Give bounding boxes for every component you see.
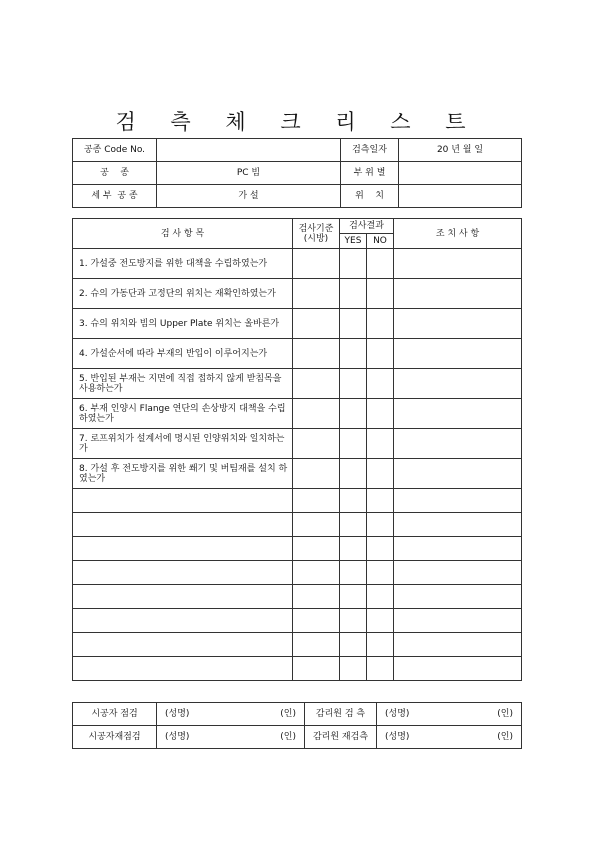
- checklist-row: [73, 339, 522, 369]
- action-cell[interactable]: [394, 339, 522, 369]
- no-cell[interactable]: [367, 429, 394, 459]
- checklist-row: [73, 369, 522, 399]
- location-label: 위 치: [341, 185, 399, 208]
- header-result: 검사결과: [340, 219, 394, 234]
- yes-cell[interactable]: [340, 279, 367, 309]
- checklist-rows: [73, 249, 522, 681]
- yes-cell[interactable]: [340, 459, 367, 489]
- standard-cell[interactable]: [293, 309, 340, 339]
- yes-cell[interactable]: [340, 633, 367, 657]
- empty-row: [73, 633, 522, 657]
- yes-cell[interactable]: [340, 609, 367, 633]
- code-label: 공종 Code No.: [73, 139, 157, 162]
- item-cell[interactable]: [73, 585, 293, 609]
- yes-cell[interactable]: [340, 429, 367, 459]
- action-cell[interactable]: [394, 489, 522, 513]
- header-item: 검 사 항 목: [73, 219, 293, 249]
- action-cell[interactable]: [394, 561, 522, 585]
- standard-cell[interactable]: [293, 585, 340, 609]
- no-cell[interactable]: [367, 561, 394, 585]
- supervisor-recheck-sign-field[interactable]: [377, 726, 522, 749]
- contractor-sign-field[interactable]: [157, 703, 305, 726]
- yes-cell[interactable]: [340, 585, 367, 609]
- item-cell[interactable]: [73, 633, 293, 657]
- checklist-table: [72, 218, 522, 681]
- standard-cell[interactable]: [293, 561, 340, 585]
- action-cell[interactable]: [394, 609, 522, 633]
- checklist-item-text: 4. 가설순서에 따라 부재의 반입이 이루어지는가: [73, 339, 293, 369]
- seal-hint: (인): [497, 732, 513, 742]
- standard-cell[interactable]: [293, 429, 340, 459]
- header-yes: YES: [340, 234, 367, 249]
- contractor-recheck-sign-field[interactable]: [157, 726, 305, 749]
- sign-hint: (성명): [385, 732, 410, 742]
- item-cell[interactable]: [73, 609, 293, 633]
- part-value[interactable]: [399, 162, 522, 185]
- checklist-item-text: 7. 로프위치가 설계서에 명시된 인양위치와 일치하는가: [73, 429, 293, 459]
- standard-cell[interactable]: [293, 279, 340, 309]
- yes-cell[interactable]: [340, 537, 367, 561]
- checklist-item-text: 6. 부재 인양시 Flange 연단의 손상방지 대책을 수립하였는가: [73, 399, 293, 429]
- no-cell[interactable]: [367, 657, 394, 681]
- no-cell[interactable]: [367, 459, 394, 489]
- no-cell[interactable]: [367, 489, 394, 513]
- sign-hint: (성명): [165, 732, 190, 742]
- document-title: 검 측 체 크 리 스 트: [115, 110, 480, 134]
- supervisor-check-label: 감리원 검 측: [305, 703, 377, 726]
- header-no: NO: [367, 234, 394, 249]
- yes-cell[interactable]: [340, 489, 367, 513]
- supervisor-recheck-label: 감리원 재검측: [305, 726, 377, 749]
- checklist-item-text: 1. 가설중 전도방지를 위한 대책을 수립하였는가: [73, 249, 293, 279]
- action-cell[interactable]: [394, 459, 522, 489]
- empty-row: [73, 537, 522, 561]
- detail-value[interactable]: 가 설: [157, 185, 341, 208]
- checklist-item-text: 5. 반입된 부재는 지면에 직접 접하지 않게 받침목을 사용하는가: [73, 369, 293, 399]
- yes-cell[interactable]: [340, 561, 367, 585]
- yes-cell[interactable]: [340, 513, 367, 537]
- yes-cell[interactable]: [340, 657, 367, 681]
- yes-cell[interactable]: [340, 369, 367, 399]
- action-cell[interactable]: [394, 633, 522, 657]
- no-cell[interactable]: [367, 369, 394, 399]
- item-cell[interactable]: [73, 513, 293, 537]
- yes-cell[interactable]: [340, 339, 367, 369]
- no-cell[interactable]: [367, 585, 394, 609]
- seal-hint: (인): [280, 709, 296, 719]
- sign-hint: (성명): [385, 709, 410, 719]
- sign-hint: (성명): [165, 709, 190, 719]
- yes-cell[interactable]: [340, 399, 367, 429]
- no-cell[interactable]: [367, 633, 394, 657]
- standard-cell[interactable]: [293, 369, 340, 399]
- item-cell[interactable]: [73, 657, 293, 681]
- checklist-item-text: 3. 슈의 위치와 빔의 Upper Plate 위치는 올바른가: [73, 309, 293, 339]
- standard-cell[interactable]: [293, 249, 340, 279]
- seal-hint: (인): [280, 732, 296, 742]
- empty-row: [73, 489, 522, 513]
- action-cell[interactable]: [394, 279, 522, 309]
- standard-cell[interactable]: [293, 657, 340, 681]
- checklist-row: [73, 459, 522, 489]
- standard-cell[interactable]: [293, 489, 340, 513]
- action-cell[interactable]: [394, 585, 522, 609]
- checklist-row: [73, 249, 522, 279]
- standard-cell[interactable]: [293, 339, 340, 369]
- empty-row: [73, 561, 522, 585]
- item-cell[interactable]: [73, 537, 293, 561]
- checklist-row: [73, 309, 522, 339]
- checklist-item-text: 8. 가설 후 전도방지를 위한 쐐기 및 버팀재를 설치 하였는가: [73, 459, 293, 489]
- info-table: [72, 138, 522, 208]
- action-cell[interactable]: [394, 513, 522, 537]
- seal-hint: (인): [497, 709, 513, 719]
- item-cell[interactable]: [73, 489, 293, 513]
- supervisor-sign-field[interactable]: [377, 703, 522, 726]
- no-cell[interactable]: [367, 249, 394, 279]
- standard-cell[interactable]: [293, 633, 340, 657]
- checklist-row: [73, 279, 522, 309]
- no-cell[interactable]: [367, 309, 394, 339]
- signature-table: [72, 702, 522, 749]
- no-cell[interactable]: [367, 339, 394, 369]
- action-cell[interactable]: [394, 537, 522, 561]
- contractor-check-label: 시공자 점검: [73, 703, 157, 726]
- date-label: 검측일자: [341, 139, 399, 162]
- standard-cell[interactable]: [293, 609, 340, 633]
- action-cell[interactable]: [394, 369, 522, 399]
- no-cell[interactable]: [367, 279, 394, 309]
- action-cell[interactable]: [394, 657, 522, 681]
- action-cell[interactable]: [394, 429, 522, 459]
- checklist-item-text: 2. 슈의 가동단과 고정단의 위치는 재확인하였는가: [73, 279, 293, 309]
- checklist-row: [73, 399, 522, 429]
- no-cell[interactable]: [367, 609, 394, 633]
- action-cell[interactable]: [394, 309, 522, 339]
- standard-cell[interactable]: [293, 513, 340, 537]
- no-cell[interactable]: [367, 513, 394, 537]
- date-value[interactable]: 20 년 월 일: [399, 139, 522, 162]
- code-value[interactable]: [157, 139, 341, 162]
- empty-row: [73, 585, 522, 609]
- standard-cell[interactable]: [293, 459, 340, 489]
- no-cell[interactable]: [367, 399, 394, 429]
- yes-cell[interactable]: [340, 309, 367, 339]
- location-value[interactable]: [399, 185, 522, 208]
- item-cell[interactable]: [73, 561, 293, 585]
- part-label: 부 위 별: [341, 162, 399, 185]
- action-cell[interactable]: [394, 399, 522, 429]
- action-cell[interactable]: [394, 249, 522, 279]
- yes-cell[interactable]: [340, 249, 367, 279]
- work-label: 공 종: [73, 162, 157, 185]
- standard-cell[interactable]: [293, 399, 340, 429]
- header-action: 조 치 사 항: [394, 219, 522, 249]
- empty-row: [73, 513, 522, 537]
- checklist-row: [73, 429, 522, 459]
- work-value[interactable]: PC 빔: [157, 162, 341, 185]
- no-cell[interactable]: [367, 537, 394, 561]
- detail-label: 세 부 공 종: [73, 185, 157, 208]
- contractor-recheck-label: 시공자재점검: [73, 726, 157, 749]
- empty-row: [73, 657, 522, 681]
- header-standard: 검사기준 (시방): [293, 219, 340, 249]
- empty-row: [73, 609, 522, 633]
- standard-cell[interactable]: [293, 537, 340, 561]
